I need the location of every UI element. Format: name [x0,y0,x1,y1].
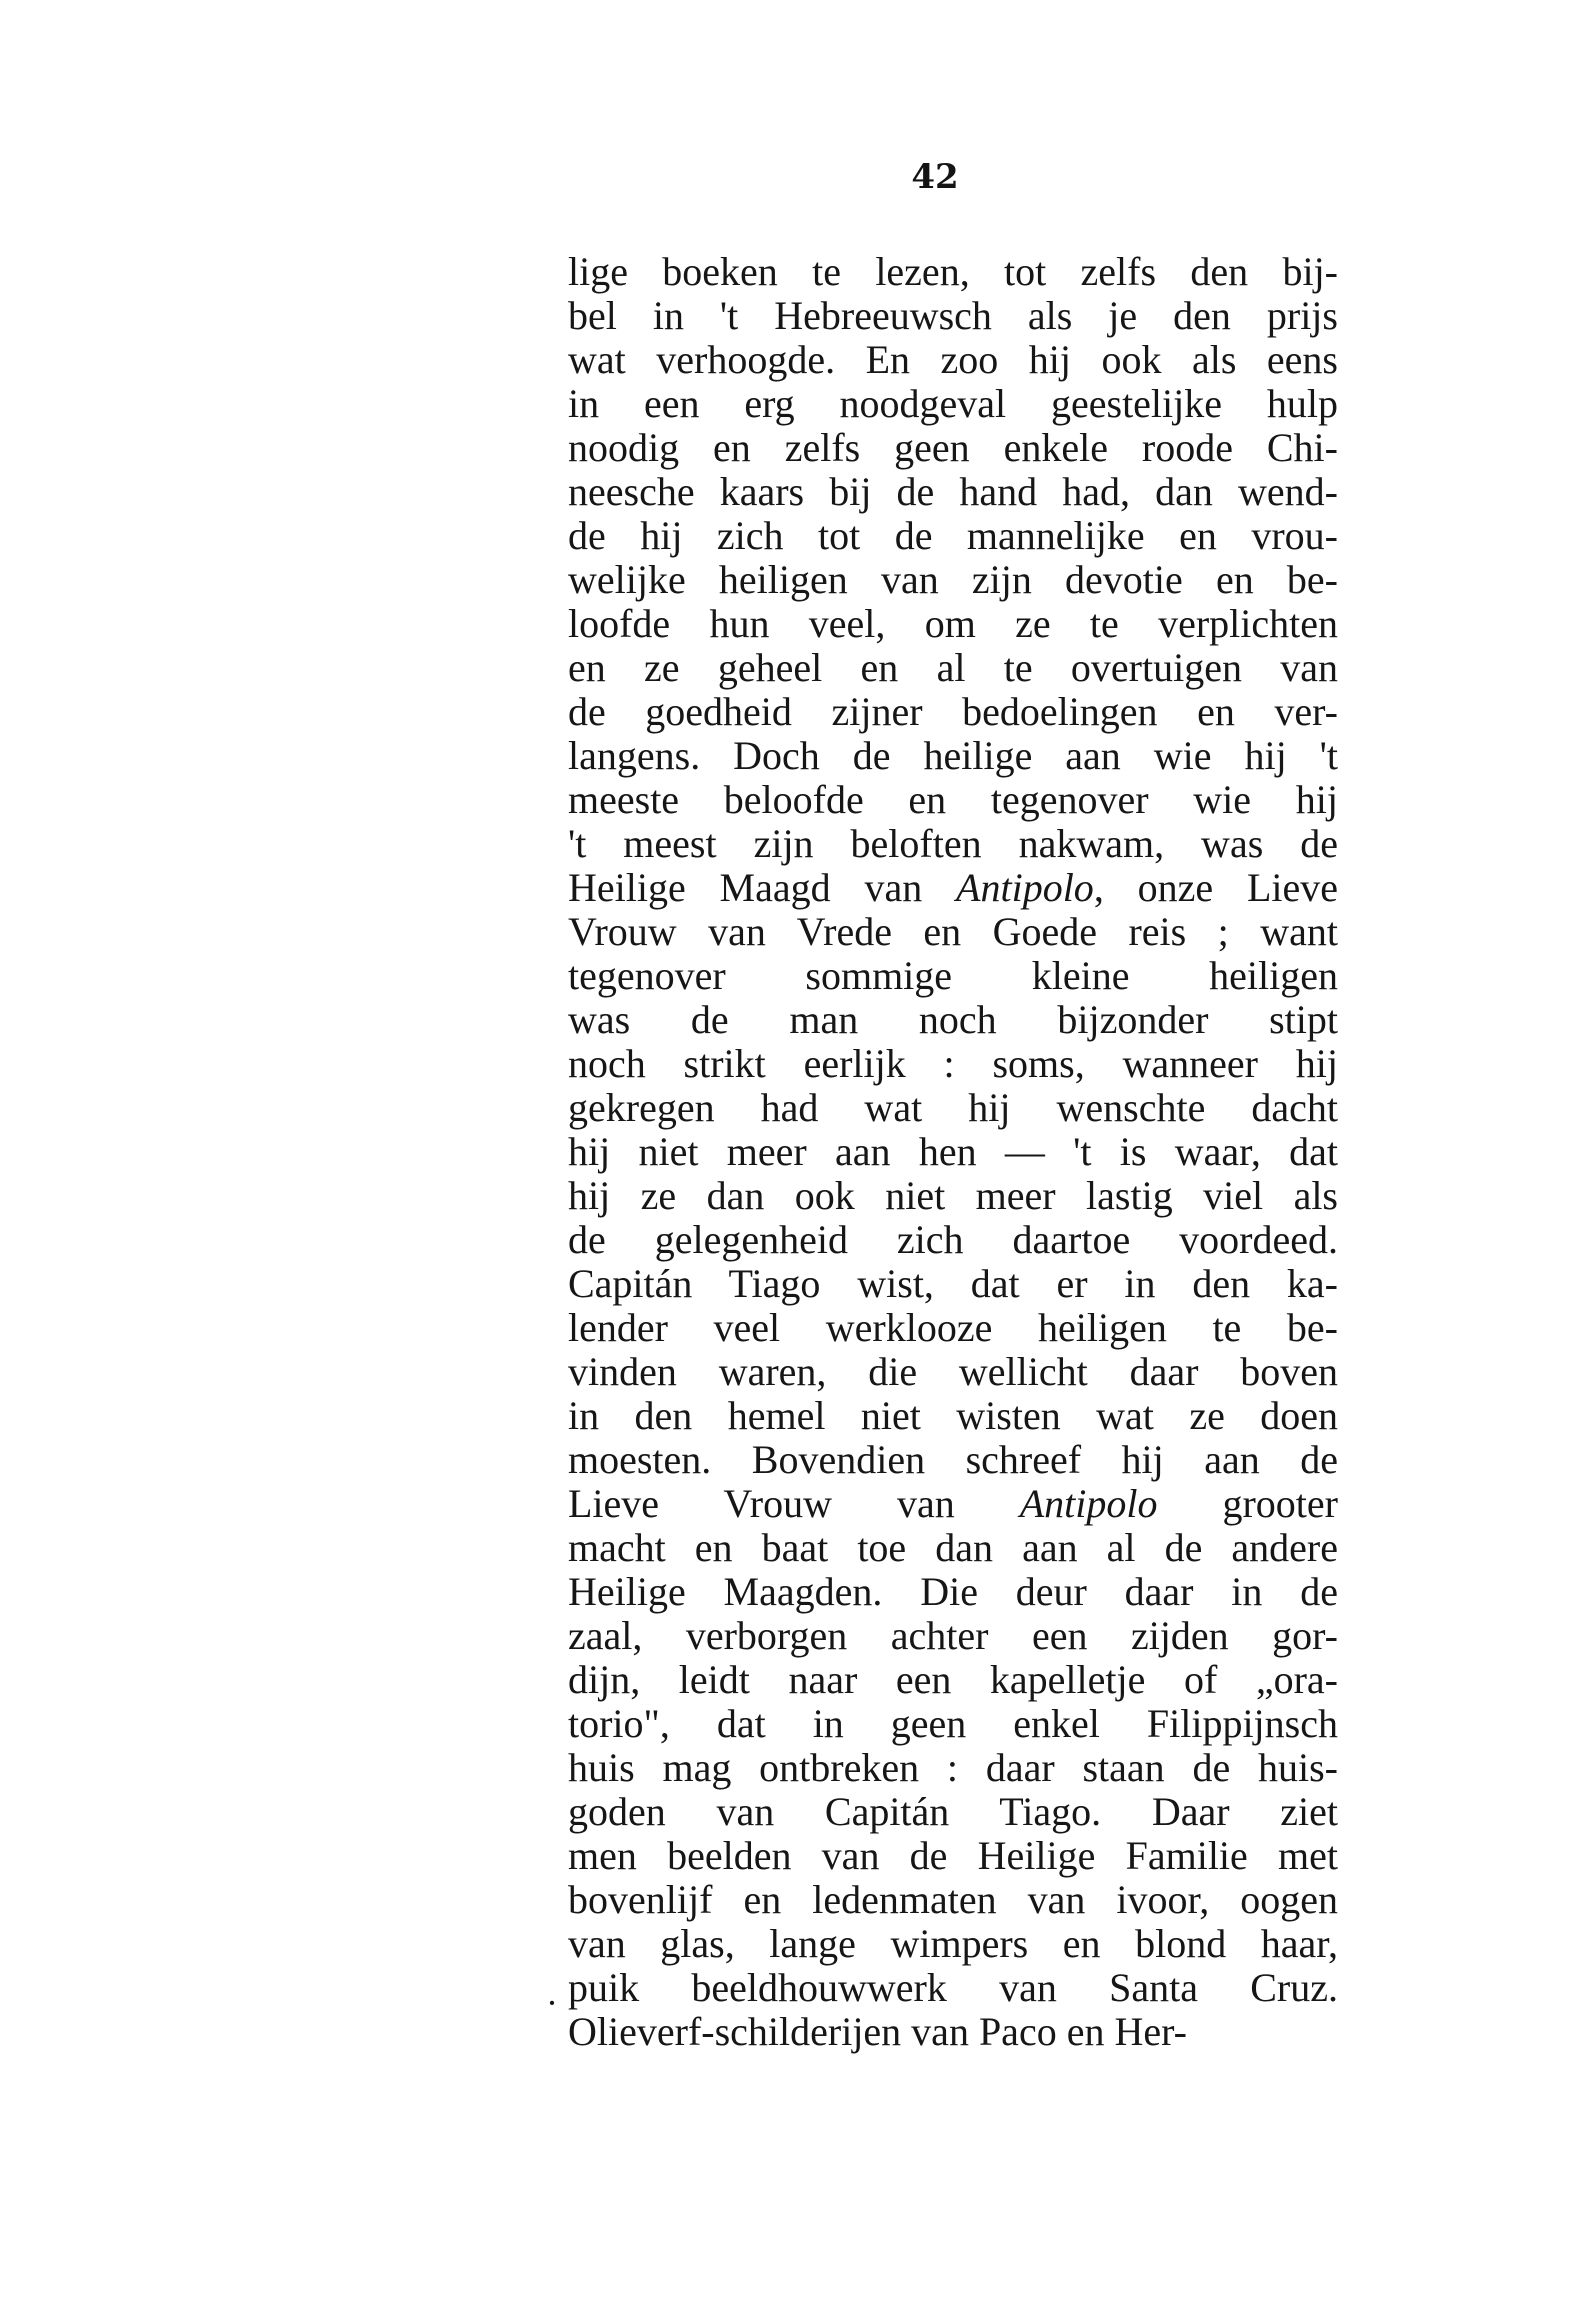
text-line: van glas, lange wimpers en blond haar, [568,1921,1338,1966]
text-line: zaal, verborgen achter een zijden gor- [568,1613,1338,1658]
text-line: loofde hun veel, om ze te verplichten [568,601,1338,646]
text-line: bel in 't Hebreeuwsch als je den prijs [568,293,1338,338]
text-line: Capitán Tiago wist, dat er in den ka- [568,1261,1338,1306]
text-line: Heilige Maagden. Die deur daar in de [568,1569,1338,1614]
text-line: torio", dat in geen enkel Filippijnsch [568,1701,1338,1746]
text-line: lender veel werklooze heiligen te be- [568,1305,1338,1350]
text-line: en ze geheel en al te overtuigen van [568,645,1338,690]
text-line: noch strikt eerlijk : soms, wanneer hij [568,1041,1338,1086]
text-line: huis mag ontbreken : daar staan de huis- [568,1745,1338,1790]
text-line: noodig en zelfs geen enkele roode Chi- [568,425,1338,470]
text-line: de gelegenheid zich daartoe voordeed. [568,1217,1338,1262]
text-line: in een erg noodgeval geestelijke hulp [568,381,1338,426]
text-line: welijke heiligen van zijn devotie en be- [568,557,1338,602]
text-line: in den hemel niet wisten wat ze doen [568,1393,1338,1438]
text-line: vinden waren, die wellicht daar boven [568,1349,1338,1394]
text-line: gekregen had wat hij wenschte dacht [568,1085,1338,1130]
page-number: 42 [911,157,959,197]
text-line: de hij zich tot de mannelijke en vrou- [568,513,1338,558]
text-line: lige boeken te lezen, tot zelfs den bij- [568,249,1338,294]
text-line: de goedheid zijner bedoelingen en ver- [568,689,1338,734]
text-line: wat verhoogde. En zoo hij ook als eens [568,337,1338,382]
body-text [568,250,1338,2054]
margin-mark: · [546,1983,558,2023]
text-line: hij niet meer aan hen — 't is waar, dat [568,1129,1338,1174]
text-line: Lieve Vrouw van Antipolo grooter [568,1481,1338,1526]
text-line: puik beeldhouwwerk van Santa Cruz. [568,1965,1338,2010]
text-line: neesche kaars bij de hand had, dan wend- [568,469,1338,514]
text-line: macht en baat toe dan aan al de andere [568,1525,1338,1570]
text-line: moesten. Bovendien schreef hij aan de [568,1437,1338,1482]
text-line: bovenlijf en ledenmaten van ivoor, oogen [568,1877,1338,1922]
place-name: Antipolo [956,865,1094,910]
place-name: Antipolo [1019,1481,1158,1526]
text-line: Vrouw van Vrede en Goede reis ; want [568,909,1338,954]
text-line: was de man noch bijzonder stipt [568,997,1338,1042]
text-line: Heilige Maagd van Antipolo, onze Lieve [568,865,1339,910]
text-line: langens. Doch de heilige aan wie hij 't [568,733,1338,778]
text-line: tegenover sommige kleine heiligen [568,953,1338,998]
text-line: meeste beloofde en tegenover wie hij [568,777,1338,822]
text-line: dijn, leidt naar een kapelletje of „ora- [568,1657,1338,1702]
text-line: 't meest zijn beloften nakwam, was de [568,821,1338,866]
text-line: Olieverf-schilderijen van Paco en Her- [568,2009,1187,2054]
text-line: men beelden van de Heilige Familie met [568,1833,1338,1878]
text-line: goden van Capitán Tiago. Daar ziet [568,1789,1338,1834]
text-line: hij ze dan ook niet meer lastig viel als [568,1173,1338,1218]
